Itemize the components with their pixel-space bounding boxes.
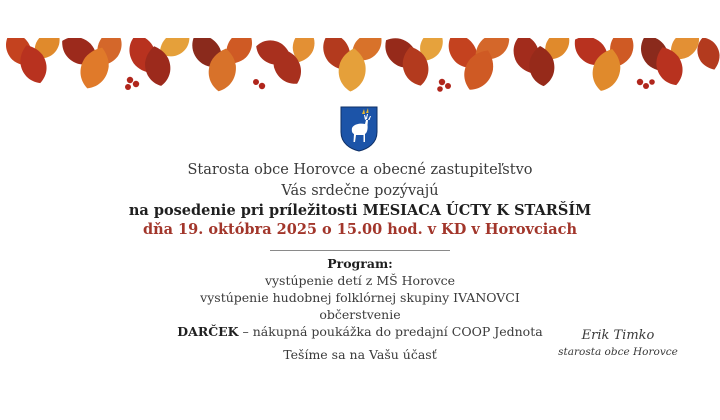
section-divider (270, 250, 450, 251)
invitation-line-2: Vás srdečne pozývajú (281, 183, 439, 199)
signature-block (556, 328, 680, 358)
gift-label: DARČEK (177, 324, 239, 339)
signature-name: Erik Timko (581, 328, 655, 343)
leaf-cluster (0, 38, 720, 94)
rowan-berries (125, 77, 655, 92)
deer-coat-of-arms-icon (340, 106, 378, 152)
program-item: občerstvenie (319, 307, 401, 322)
invitation-line-1: Starosta obce Horovce a obecné zastupiteľstvo (187, 162, 533, 178)
program-item: vystúpenie hudobnej folklórnej skupiny IVANOVCI (200, 290, 520, 305)
autumn-leaves-border (0, 38, 720, 94)
closing-text: Tešíme sa na Vašu účasť (283, 347, 437, 362)
gift-description: – nákupná poukážka do predajní COOP Jednota (238, 324, 543, 339)
program-item: vystúpenie detí z MŠ Horovce (264, 273, 456, 288)
event-highlight-title: MESIACA ÚCTY K STARŠÍM (362, 202, 592, 219)
event-date-location: dňa 19. októbra 2025 o 15.00 hod. v KD v Horovciach (142, 221, 578, 238)
signature-role: starosta obce Horovce (558, 346, 678, 358)
event-occasion-text: na posedenie pri príležitosti (128, 202, 363, 219)
invitation-line-3 (0, 202, 720, 219)
program-heading: Program: (327, 256, 393, 271)
